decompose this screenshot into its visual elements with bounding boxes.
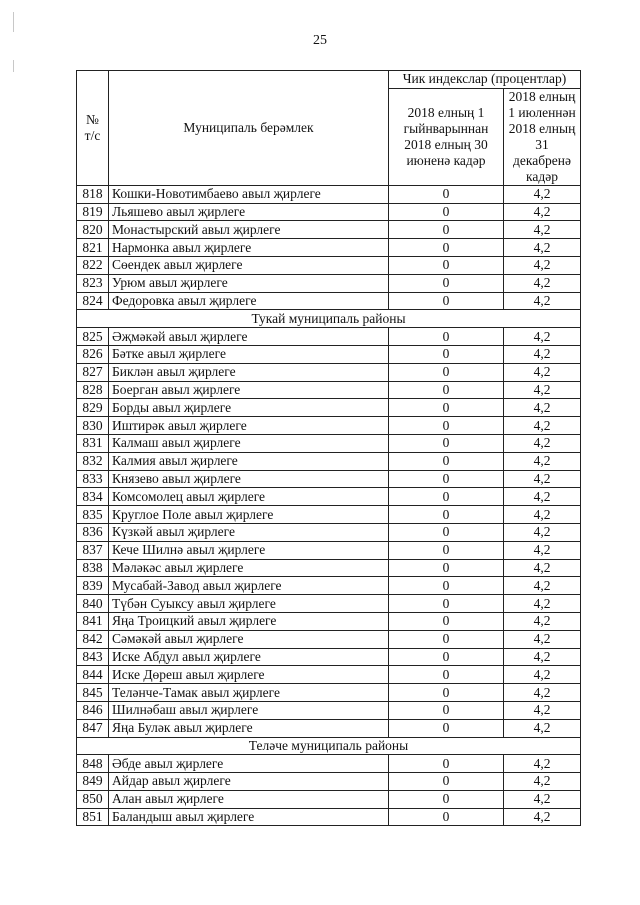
index-second-half: 4,2 (504, 666, 581, 684)
municipality-name: Әбде авыл җирлеге (109, 755, 389, 773)
index-second-half: 4,2 (504, 417, 581, 435)
table-row (77, 808, 581, 826)
row-number: 824 (77, 292, 109, 310)
municipality-name: Түбән Суыксу авыл җирлеге (109, 595, 389, 613)
table-row (77, 185, 581, 203)
index-second-half: 4,2 (504, 274, 581, 292)
col-header-number: № т/с (77, 71, 109, 186)
index-second-half: 4,2 (504, 203, 581, 221)
municipality-name: Әҗмәкәй авыл җирлеге (109, 328, 389, 346)
row-number: 819 (77, 203, 109, 221)
table-row (77, 488, 581, 506)
municipality-name: Калмаш авыл җирлеге (109, 434, 389, 452)
municipality-name: Льяшево авыл җирлеге (109, 203, 389, 221)
table-row (77, 612, 581, 630)
table-row (77, 292, 581, 310)
index-second-half: 4,2 (504, 773, 581, 791)
index-first-half: 0 (389, 595, 504, 613)
table-row (77, 506, 581, 524)
index-first-half: 0 (389, 648, 504, 666)
index-first-half: 0 (389, 790, 504, 808)
row-number: 827 (77, 363, 109, 381)
table-row (77, 701, 581, 719)
table-row (77, 755, 581, 773)
index-first-half: 0 (389, 684, 504, 702)
row-number: 821 (77, 239, 109, 257)
index-second-half: 4,2 (504, 684, 581, 702)
municipality-name: Монастырский авыл җирлеге (109, 221, 389, 239)
col-header-group: Чик индекслар (процентлар) (389, 71, 581, 89)
section-row (77, 310, 581, 328)
index-second-half: 4,2 (504, 808, 581, 826)
table-row (77, 773, 581, 791)
index-second-half: 4,2 (504, 381, 581, 399)
table-row (77, 256, 581, 274)
municipality-name: Комсомолец авыл җирлеге (109, 488, 389, 506)
index-second-half: 4,2 (504, 559, 581, 577)
table-row (77, 666, 581, 684)
municipality-name: Шилнәбаш авыл җирлеге (109, 701, 389, 719)
index-second-half: 4,2 (504, 328, 581, 346)
index-second-half: 4,2 (504, 185, 581, 203)
row-number: 820 (77, 221, 109, 239)
table-row (77, 559, 581, 577)
table-row (77, 363, 581, 381)
index-second-half: 4,2 (504, 523, 581, 541)
row-number: 837 (77, 541, 109, 559)
index-second-half: 4,2 (504, 755, 581, 773)
index-first-half: 0 (389, 470, 504, 488)
row-number: 850 (77, 790, 109, 808)
index-table (76, 70, 581, 826)
index-first-half: 0 (389, 630, 504, 648)
municipality-name: Мусабай-Завод авыл җирлеге (109, 577, 389, 595)
table-row (77, 221, 581, 239)
table-body (77, 185, 581, 826)
index-second-half: 4,2 (504, 256, 581, 274)
index-first-half: 0 (389, 541, 504, 559)
row-number: 848 (77, 755, 109, 773)
row-number: 835 (77, 506, 109, 524)
municipality-name: Федоровка авыл җирлеге (109, 292, 389, 310)
table-row (77, 434, 581, 452)
page-number: 25 (313, 33, 327, 48)
municipality-name: Князево авыл җирлеге (109, 470, 389, 488)
index-first-half: 0 (389, 612, 504, 630)
col-header-second-half: 2018 елның 1 июленнән 2018 елның 31 декабренә кадәр (504, 88, 581, 185)
index-second-half: 4,2 (504, 595, 581, 613)
table-row (77, 328, 581, 346)
row-number: 839 (77, 577, 109, 595)
municipality-name: Боерган авыл җирлеге (109, 381, 389, 399)
municipality-name: Сәмәкәй авыл җирлеге (109, 630, 389, 648)
index-first-half: 0 (389, 701, 504, 719)
row-number: 846 (77, 701, 109, 719)
index-first-half: 0 (389, 399, 504, 417)
section-row (77, 737, 581, 755)
municipality-name: Иштирәк авыл җирлеге (109, 417, 389, 435)
index-first-half: 0 (389, 417, 504, 435)
municipality-name: Алан авыл җирлеге (109, 790, 389, 808)
row-number: 849 (77, 773, 109, 791)
municipality-name: Айдар авыл җирлеге (109, 773, 389, 791)
table-row (77, 630, 581, 648)
row-number: 843 (77, 648, 109, 666)
index-first-half: 0 (389, 434, 504, 452)
index-second-half: 4,2 (504, 434, 581, 452)
row-number: 842 (77, 630, 109, 648)
row-number: 847 (77, 719, 109, 737)
index-first-half: 0 (389, 221, 504, 239)
index-second-half: 4,2 (504, 719, 581, 737)
row-number: 822 (77, 256, 109, 274)
index-first-half: 0 (389, 328, 504, 346)
section-title: Теләче муниципаль районы (77, 737, 581, 755)
table-row (77, 684, 581, 702)
scan-edge-mark (13, 12, 14, 32)
section-title: Тукай муниципаль районы (77, 310, 581, 328)
index-second-half: 4,2 (504, 630, 581, 648)
row-number: 818 (77, 185, 109, 203)
index-second-half: 4,2 (504, 399, 581, 417)
table-row (77, 470, 581, 488)
index-second-half: 4,2 (504, 345, 581, 363)
index-second-half: 4,2 (504, 648, 581, 666)
scan-edge-mark (13, 60, 14, 72)
index-first-half: 0 (389, 808, 504, 826)
table-row (77, 523, 581, 541)
table-row (77, 595, 581, 613)
table-row (77, 345, 581, 363)
index-second-half: 4,2 (504, 701, 581, 719)
index-second-half: 4,2 (504, 488, 581, 506)
index-second-half: 4,2 (504, 292, 581, 310)
municipality-name: Баландыш авыл җирлеге (109, 808, 389, 826)
index-first-half: 0 (389, 292, 504, 310)
municipality-name: Борды авыл җирлеге (109, 399, 389, 417)
row-number: 833 (77, 470, 109, 488)
table-row (77, 541, 581, 559)
index-second-half: 4,2 (504, 452, 581, 470)
index-first-half: 0 (389, 719, 504, 737)
index-first-half: 0 (389, 488, 504, 506)
row-number: 832 (77, 452, 109, 470)
index-first-half: 0 (389, 523, 504, 541)
index-first-half: 0 (389, 755, 504, 773)
index-second-half: 4,2 (504, 577, 581, 595)
index-first-half: 0 (389, 185, 504, 203)
row-number: 826 (77, 345, 109, 363)
index-second-half: 4,2 (504, 239, 581, 257)
index-second-half: 4,2 (504, 470, 581, 488)
row-number: 841 (77, 612, 109, 630)
row-number: 845 (77, 684, 109, 702)
index-first-half: 0 (389, 256, 504, 274)
index-first-half: 0 (389, 203, 504, 221)
index-second-half: 4,2 (504, 612, 581, 630)
index-first-half: 0 (389, 452, 504, 470)
municipality-name: Яңа Троицкий авыл җирлеге (109, 612, 389, 630)
table-row (77, 648, 581, 666)
index-first-half: 0 (389, 274, 504, 292)
index-first-half: 0 (389, 577, 504, 595)
index-first-half: 0 (389, 559, 504, 577)
index-first-half: 0 (389, 345, 504, 363)
row-number: 840 (77, 595, 109, 613)
municipality-name: Биклән авыл җирлеге (109, 363, 389, 381)
municipality-name: Круглое Поле авыл җирлеге (109, 506, 389, 524)
row-number: 825 (77, 328, 109, 346)
index-second-half: 4,2 (504, 363, 581, 381)
table-row (77, 274, 581, 292)
municipality-name: Сөендек авыл җирлеге (109, 256, 389, 274)
table-row (77, 381, 581, 399)
table-row (77, 719, 581, 737)
table-row (77, 399, 581, 417)
municipality-name: Бәтке авыл җирлеге (109, 345, 389, 363)
table-row (77, 577, 581, 595)
index-first-half: 0 (389, 773, 504, 791)
index-second-half: 4,2 (504, 506, 581, 524)
row-number: 823 (77, 274, 109, 292)
municipality-name: Күзкәй авыл җирлеге (109, 523, 389, 541)
table-row (77, 417, 581, 435)
index-first-half: 0 (389, 239, 504, 257)
municipality-name: Урюм авыл җирлеге (109, 274, 389, 292)
table-row (77, 790, 581, 808)
row-number: 836 (77, 523, 109, 541)
row-number: 838 (77, 559, 109, 577)
index-first-half: 0 (389, 666, 504, 684)
municipality-name: Иске Дөреш авыл җирлеге (109, 666, 389, 684)
index-second-half: 4,2 (504, 221, 581, 239)
table-row (77, 203, 581, 221)
municipality-name: Яңа Буләк авыл җирлеге (109, 719, 389, 737)
row-number: 831 (77, 434, 109, 452)
municipality-name: Кече Шилнә авыл җирлеге (109, 541, 389, 559)
col-header-name: Муниципаль берәмлек (109, 71, 389, 186)
municipality-name: Теләнче-Тамак авыл җирлеге (109, 684, 389, 702)
table-row (77, 239, 581, 257)
index-first-half: 0 (389, 363, 504, 381)
row-number: 834 (77, 488, 109, 506)
municipality-name: Иске Абдул авыл җирлеге (109, 648, 389, 666)
row-number: 844 (77, 666, 109, 684)
municipality-name: Кошки-Новотимбаево авыл җирлеге (109, 185, 389, 203)
index-first-half: 0 (389, 506, 504, 524)
index-second-half: 4,2 (504, 790, 581, 808)
municipality-name: Калмия авыл җирлеге (109, 452, 389, 470)
row-number: 829 (77, 399, 109, 417)
municipality-name: Нармонка авыл җирлеге (109, 239, 389, 257)
table-row (77, 452, 581, 470)
col-header-first-half: 2018 елның 1 гыйнварыннан 2018 елның 30 июненә кадәр (389, 88, 504, 185)
row-number: 828 (77, 381, 109, 399)
municipality-name: Мәләкәс авыл җирлеге (109, 559, 389, 577)
index-second-half: 4,2 (504, 541, 581, 559)
index-first-half: 0 (389, 381, 504, 399)
row-number: 851 (77, 808, 109, 826)
row-number: 830 (77, 417, 109, 435)
